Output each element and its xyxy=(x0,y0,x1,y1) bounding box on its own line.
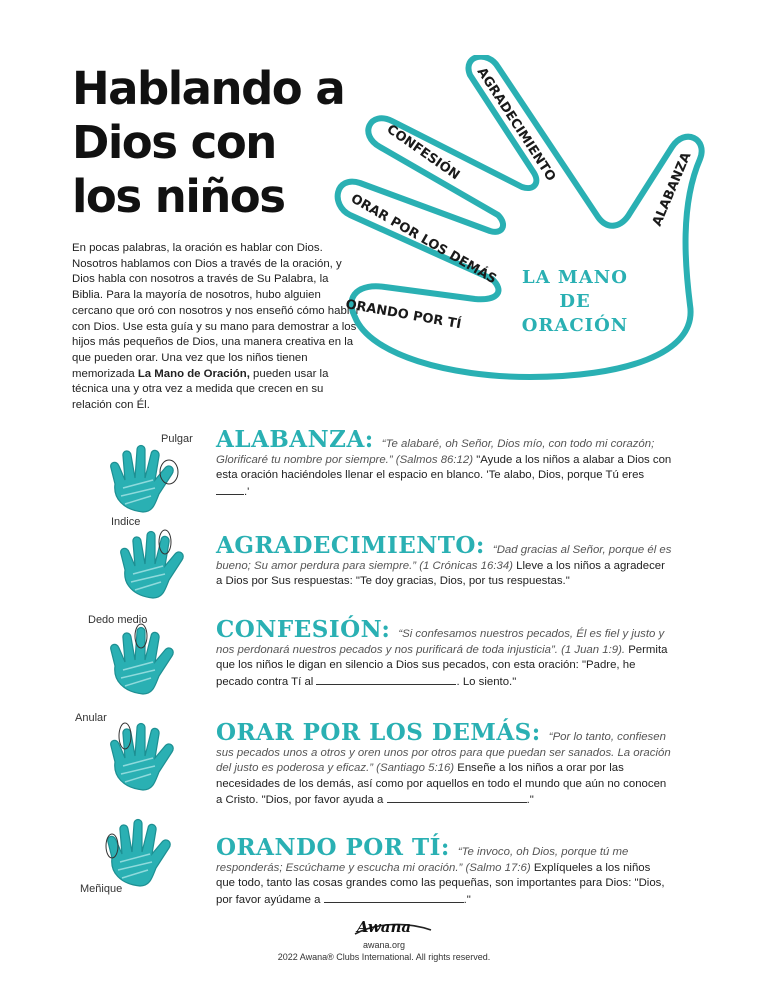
title-line-2: Dios con xyxy=(72,116,276,169)
fill-in-blank xyxy=(216,484,244,495)
prayer-hand-illustration xyxy=(330,55,720,385)
finger-label-orar-por-los-demas: ORAR POR LOS DEMÁS xyxy=(348,191,499,288)
intro-bold-text: La Mano de Oración, xyxy=(137,367,250,380)
fill-in-blank xyxy=(387,792,527,803)
hand-thumb-icon xyxy=(98,438,188,518)
section-quote: “Si confesamos nuestros pecados, Él es fiel y justo y nos perdonará nuestros pecados y nos purificará de toda injusticia”. (1 Juan 1:9). xyxy=(216,628,665,656)
finger-label-alabanza: ALABANZA xyxy=(649,150,695,229)
intro-text-end: pueden usar la técnica una y otra vez a medida que crecen en su relación con Él. xyxy=(72,367,329,412)
section-quote: “Te invoco, oh Dios, porque tú me responderás; Escúchame y escucha mi oración.” (Salmo 17:6) xyxy=(216,846,629,874)
hand-center-line-1: LA MANO xyxy=(522,267,628,288)
finger-label-agradecimiento: AGRADECIMIENTO xyxy=(473,65,559,185)
hand-center-line-3: ORACIÓN xyxy=(521,315,629,336)
title-line-3: los niños xyxy=(72,170,285,223)
intro-text: En pocas palabras, la oración es hablar con Dios. Nosotros hablamos con Dios a través de la oración, y Dios habla con nosotros a través de Su Palabra, la Biblia. Para la mayoría de nosotros, hubo alguien cercano que oró con nosotros y nos enseñó cómo hablar con Dios. Use esta guía y su mano para demostrar a los hijos más pequeños de Dios, una manera creativa en la que pueden orar. Una vez que los niños tienen memorizada xyxy=(72,242,360,380)
section-agradecimiento xyxy=(216,532,672,590)
section-heading: ORAR POR LOS DEMÁS: xyxy=(216,719,541,746)
hand-center-line-2: DE xyxy=(559,291,591,312)
footer xyxy=(0,918,768,962)
finger-label-orando-por-ti: ORANDO POR TÍ xyxy=(344,297,463,333)
section-heading: ORANDO POR TÍ: xyxy=(216,834,450,861)
section-end: ." xyxy=(463,893,471,906)
section-end: . Lo siento." xyxy=(456,675,517,688)
section-quote: “Te alabaré, oh Señor, Dios mío, con todo mi corazón; Glorificaré tu nombre por siempre.” (Salmos 86:12) xyxy=(216,438,655,466)
fill-in-blank xyxy=(324,892,464,903)
section-body: Lleve a los niños a agradecer a Dios por Sus respuestas: "Te doy gracias, Dios, por tus respuestas." xyxy=(216,559,665,588)
section-body: Explíqueles a los niños que todo, tanto las cosas grandes como las pequeñas, son importantes para Dios: "Dios, por favor ayúdame a xyxy=(216,861,665,906)
intro-paragraph xyxy=(72,241,362,414)
section-quote: “Por lo tanto, confiesen sus pecados unos a otros y oren unos por otros para que puedan ser sanados. La oración del justo es poderosa y eficaz.” (Santiago 5:16) xyxy=(216,731,671,775)
finger-label-menique: Meñique xyxy=(80,883,123,895)
page-title xyxy=(72,62,372,224)
section-heading: ALABANZA: xyxy=(216,426,374,453)
section-alabanza xyxy=(216,426,672,500)
fill-in-blank xyxy=(316,674,456,685)
section-body: Permita que los niños le digan en silencio a Dios sus pecados, con esta oración: "Padre, he pecado contra Tí al xyxy=(216,643,668,688)
finger-label-indice: Indice xyxy=(111,516,141,528)
logo-text: Awana xyxy=(356,918,412,936)
finger-label-pulgar: Pulgar xyxy=(161,433,193,445)
section-orando-por-ti xyxy=(216,834,672,908)
footer-copyright: 2022 Awana® Clubs International. All rights reserved. xyxy=(277,952,491,962)
title-line-1: Hablando a xyxy=(72,62,345,115)
section-quote: “Dad gracias al Señor, porque él es bueno; Su amor perdura para siempre.” (1 Crónicas 16:34) xyxy=(216,544,672,572)
section-end: ." xyxy=(526,794,534,807)
finger-label-confesion: CONFESIÓN xyxy=(383,121,463,184)
finger-label-dedo-medio: Dedo medio xyxy=(88,614,148,626)
footer-url: awana.org xyxy=(362,940,406,950)
finger-label-anular: Anular xyxy=(75,712,107,724)
section-heading: CONFESIÓN: xyxy=(216,616,391,643)
section-end: .' xyxy=(244,485,250,498)
section-body: "Ayude a los niños a alabar a Dios con esta oración haciéndoles llenar el espacio en blanco. 'Te alabo, Dios, porque Tú eres xyxy=(216,453,672,482)
section-confesion xyxy=(216,616,672,690)
awana-logo xyxy=(357,918,411,940)
section-body: Enseñe a los niños a orar por las necesidades de los demás, así como por aquellos en todo el mundo que aún no conocen a Cristo. "Dios, por favor ayuda a xyxy=(216,762,667,807)
hand-pinky-icon xyxy=(95,812,185,892)
section-orar-por-los-demas xyxy=(216,719,672,809)
section-heading: AGRADECIMIENTO: xyxy=(216,532,485,559)
hand-middle-icon xyxy=(98,620,188,700)
hand-ring-icon xyxy=(98,716,188,796)
hand-index-icon xyxy=(108,524,198,604)
